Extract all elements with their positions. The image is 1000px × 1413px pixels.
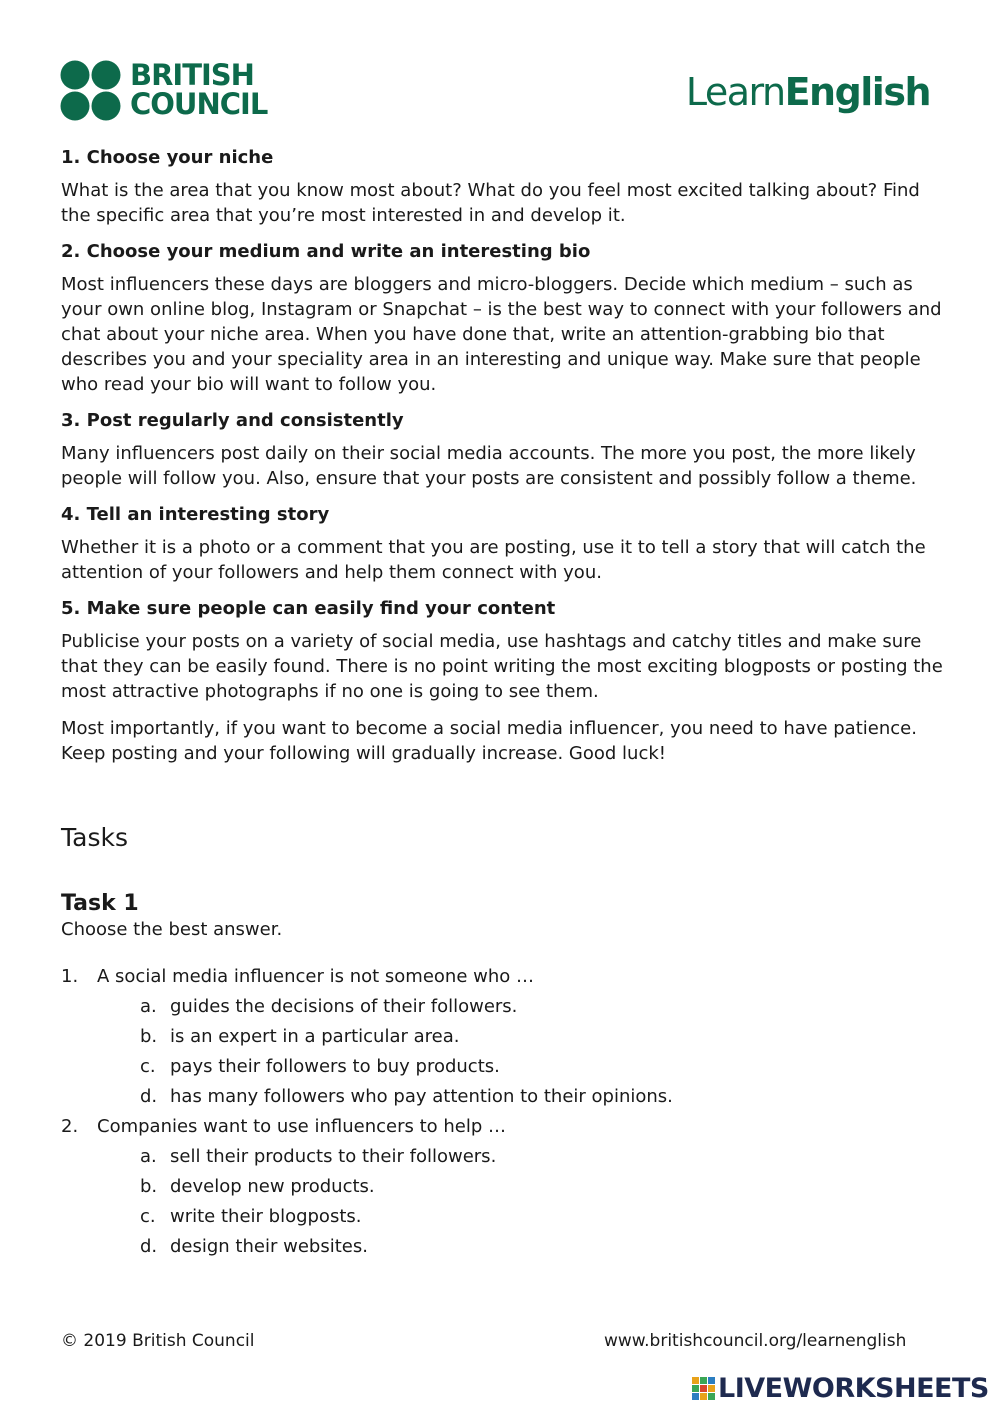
option-text: design their websites. [170,1236,368,1257]
task-1-heading: Task 1 [61,891,139,916]
section-heading: 3. Post regularly and consistently [61,410,404,431]
option-text: write their blogposts. [170,1206,362,1227]
option-letter: c. [140,1056,156,1077]
section-heading: 1. Choose your niche [61,147,274,168]
section-find-content [61,597,951,704]
section-body: What is the area that you know most about? What do you feel most excited talking about? Find the specific area that you’re most interested in and develop it. [61,180,920,226]
british-council-wordmark: BRITISH COUNCIL [130,58,268,121]
option-letter: b. [140,1026,158,1047]
question-number: 1. [61,966,79,987]
section-body: Publicise your posts on a variety of social media, use hashtags and catchy titles and make sure that they can be easily found. There is no point writing the most exciting blogposts or posting the most attractive photographs if no one is going to see them. [61,631,943,702]
question-number: 2. [61,1116,79,1137]
liveworksheets-grid-icon [692,1377,716,1401]
option-text: pays their followers to buy products. [170,1056,500,1077]
section-story [61,503,951,585]
section-heading: 5. Make sure people can easily find your content [61,598,556,619]
british-council-logo [60,60,275,122]
tasks-title: Tasks [61,823,128,852]
liveworksheets-text: LIVEWORKSHEETS [718,1373,989,1404]
question-1 [61,962,951,992]
question-1-option-a[interactable] [61,992,951,1022]
question-1-option-c[interactable] [61,1052,951,1082]
question-2-option-d[interactable] [61,1232,951,1262]
option-text: develop new products. [170,1176,375,1197]
task-1-instruction: Choose the best answer. [61,919,283,940]
option-letter: a. [140,996,157,1017]
question-1-option-d[interactable] [61,1082,951,1112]
option-text: has many followers who pay attention to their opinions. [170,1086,673,1107]
option-text: guides the decisions of their followers. [170,996,518,1017]
option-letter: b. [140,1176,158,1197]
section-body: Many influencers post daily on their social media accounts. The more you post, the more likely people will follow you. Also, ensure that your posts are consistent and possibly follow a theme. [61,443,917,489]
section-heading: 4. Tell an interesting story [61,504,330,525]
closing-paragraph: Most importantly, if you want to become a social media influencer, you need to have patience. Keep posting and your following will gradually increase. Good luck! [61,718,917,764]
option-letter: a. [140,1146,157,1167]
question-text: Companies want to use influencers to help … [97,1116,506,1137]
footer-copyright: © 2019 British Council [61,1331,255,1351]
learnenglish-logo: LearnEnglish [685,70,930,114]
section-body: Whether it is a photo or a comment that you are posting, use it to tell a story that will catch the attention of your followers and help them connect with you. [61,537,926,583]
question-2-option-b[interactable] [61,1172,951,1202]
liveworksheets-watermark [692,1373,992,1405]
section-niche [61,146,951,228]
question-2 [61,1112,951,1142]
option-letter: d. [140,1236,158,1257]
option-letter: d. [140,1086,158,1107]
question-2-option-c[interactable] [61,1202,951,1232]
section-medium [61,240,951,397]
question-text: A social media influencer is not someone who … [97,966,534,987]
question-1-option-b[interactable] [61,1022,951,1052]
option-letter: c. [140,1206,156,1227]
section-post-regularly [61,409,951,491]
british-council-dots-icon [60,60,122,122]
section-heading: 2. Choose your medium and write an interesting bio [61,241,591,262]
question-2-option-a[interactable] [61,1142,951,1172]
main-content [61,146,951,1262]
footer-url[interactable]: www.britishcouncil.org/learnenglish [604,1331,907,1351]
option-text: is an expert in a particular area. [170,1026,460,1047]
option-text: sell their products to their followers. [170,1146,497,1167]
section-body: Most influencers these days are bloggers and micro-bloggers. Decide which medium – such as your own online blog, Instagram or Snapchat – is the best way to connect with your followers and chat about your niche area. When you have done that, write an attention-grabbing bio that describes you and your speciality area in an interesting and unique way. Make sure that people who read your bio will want to follow you. [61,274,942,395]
